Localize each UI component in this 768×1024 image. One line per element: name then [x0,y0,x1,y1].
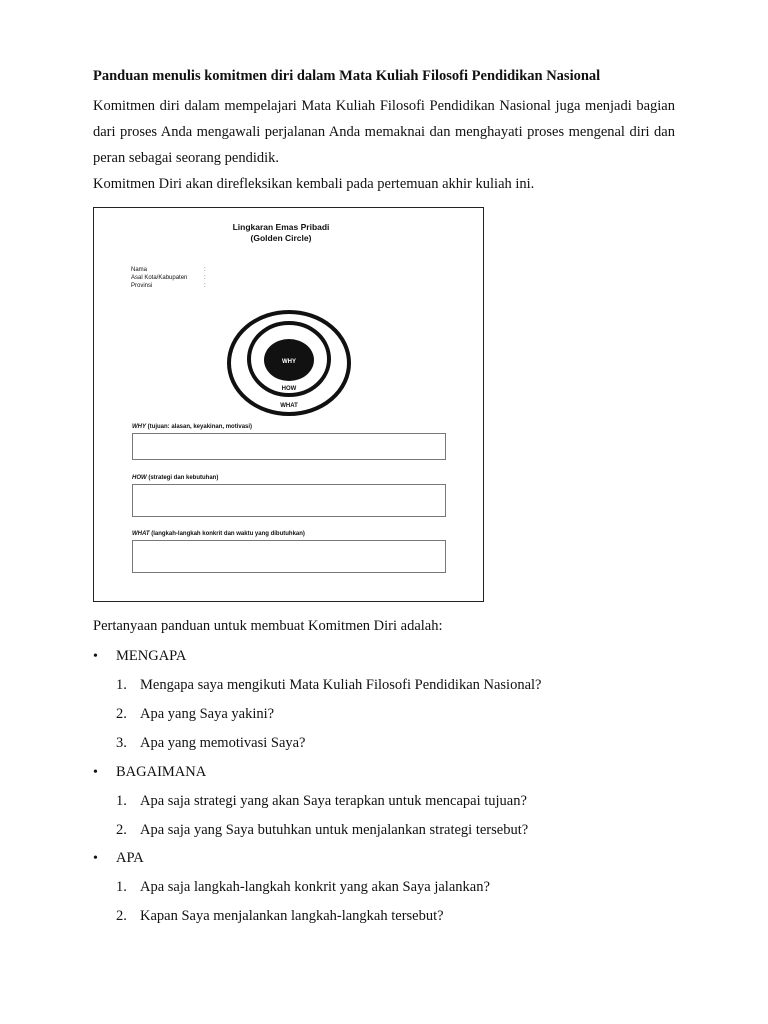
how-label: HOW [281,386,297,392]
what-label: WHAT [280,403,298,409]
field-label: Provinsi [131,283,153,289]
intro-paragraph: Komitmen diri dalam mempelajari Mata Kuliah Filosofi Pendidikan Nasional juga menjadi bagian dari proses Anda mengawali perjalanan Anda memaknai dan menghayati proses mengenal diri dan peran sebagai seorang pendidik. [93,98,675,166]
field-row-nama [131,266,206,274]
figure-title-line1: Lingkaran Emas Pribadi [232,222,330,232]
how-key: HOW [132,475,147,481]
what-key: WHAT [132,531,150,537]
why-input-box[interactable] [132,433,446,460]
item-text: Apa saja strategi yang akan Saya terapkan untuk mencapai tujuan? [140,793,527,809]
section-apa [93,850,144,867]
what-input-box[interactable] [132,540,446,573]
bullet-icon: • [93,649,98,664]
item-number: 2. [116,822,127,838]
item-text: Apa saja yang Saya butuhkan untuk menjalankan strategi tersebut? [140,822,529,838]
list-item [116,706,274,723]
field-label: Nama [131,267,148,273]
field-colon: : [204,267,206,273]
field-label: Asal Kota/Kabupaten [131,275,188,281]
field-row-provinsi [131,282,206,290]
list-item [116,908,444,925]
what-box-label [132,531,305,537]
figure-title [94,222,468,244]
item-text: Apa saja langkah-langkah konkrit yang akan Saya jalankan? [140,879,490,895]
list-item [116,879,490,896]
golden-circle-diagram [224,310,354,416]
field-row-asal [131,274,206,282]
item-text: Kapan Saya menjalankan langkah-langkah tersebut? [140,908,444,924]
bullet-icon: • [93,851,98,866]
figure-title-line2: (Golden Circle) [250,233,312,243]
item-number: 1. [116,879,127,895]
item-number: 2. [116,706,127,722]
identity-fields [131,266,206,290]
list-item [116,793,527,810]
item-text: Apa yang memotivasi Saya? [140,735,306,751]
section-heading: MENGAPA [116,648,187,664]
item-number: 2. [116,908,127,924]
why-key: WHY [132,424,146,430]
what-desc: (langkah-langkah konkrit dan waktu yang dibutuhkan) [149,531,305,537]
item-number: 1. [116,677,127,693]
item-number: 1. [116,793,127,809]
why-label: WHY [282,359,296,365]
list-item [116,735,306,752]
field-colon: : [204,283,206,289]
how-box-label [132,475,218,481]
how-desc: (strategi dan kebutuhan) [146,475,219,481]
document-title: Panduan menulis komitmen diri dalam Mata Kuliah Filosofi Pendidikan Nasional [93,68,601,84]
item-text: Apa yang Saya yakini? [140,706,275,722]
item-text: Mengapa saya mengikuti Mata Kuliah Filosofi Pendidikan Nasional? [140,677,542,693]
section-mengapa [93,648,186,665]
reflection-paragraph: Komitmen Diri akan direfleksikan kembali pada pertemuan akhir kuliah ini. [93,176,535,192]
guide-questions-intro: Pertanyaan panduan untuk membuat Komitmen Diri adalah: [93,618,443,634]
list-item [116,677,542,694]
golden-circle-figure [93,207,484,602]
item-number: 3. [116,735,127,751]
section-heading: BAGAIMANA [116,764,207,780]
bullet-icon: • [93,765,98,780]
field-colon: : [204,275,206,281]
list-item [116,822,528,839]
why-desc: (tujuan: alasan, keyakinan, motivasi) [146,424,253,430]
section-bagaimana [93,764,206,781]
section-heading: APA [116,850,144,866]
why-box-label [132,424,252,430]
how-input-box[interactable] [132,484,446,517]
